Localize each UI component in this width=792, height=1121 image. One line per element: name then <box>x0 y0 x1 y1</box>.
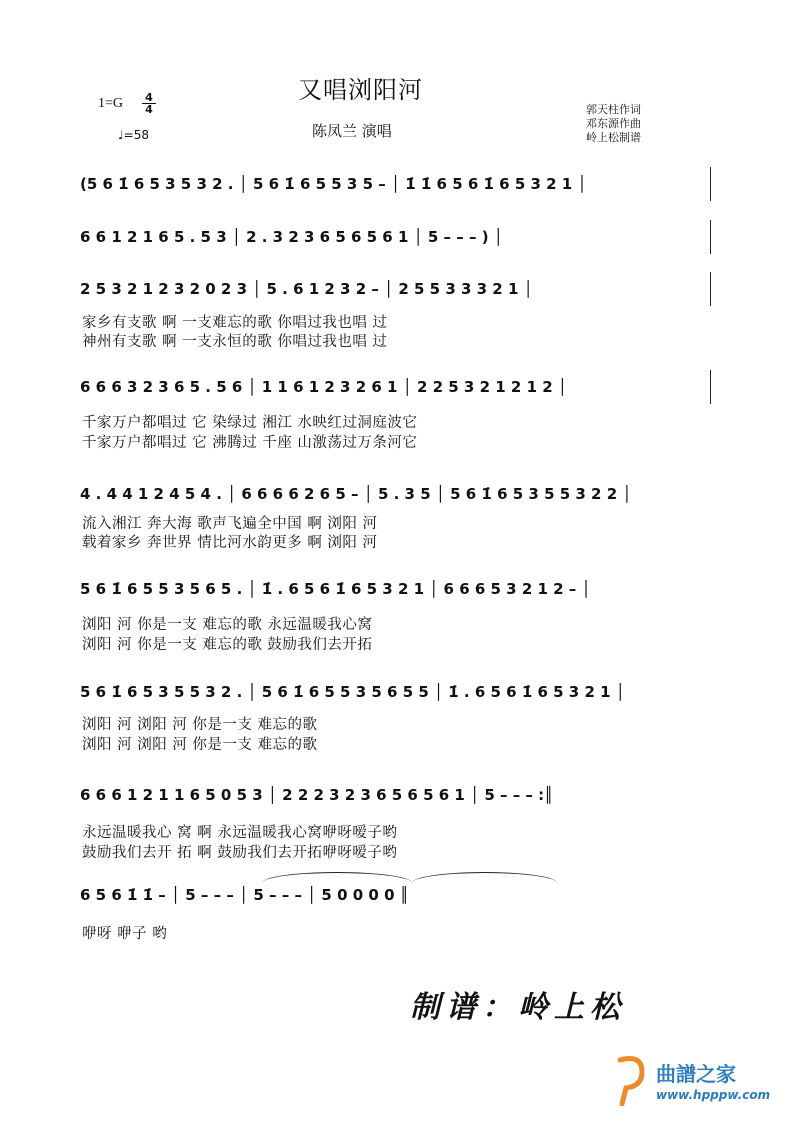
barline <box>710 272 711 306</box>
time-signature-bottom: 4 <box>145 103 153 116</box>
notation-line: 5 6 1̇ 6 5 3 5 5 3 2 . │ 5 6 1̇ 6 5 5 3 5 6 5 5 │ 1̇ . 6 5 6 1̇ 6 5 3 2 1 │ <box>80 683 625 701</box>
lyric-verse-1: 流入湘江 奔大海 歌声飞遍全中国 啊 浏阳 河 <box>82 516 378 532</box>
transcriber: 岭上松制谱 <box>586 131 641 144</box>
credits <box>586 103 641 145</box>
singer: 陈凤兰 演唱 <box>312 122 392 140</box>
notation-line: 5 6 1̇ 6 5 5 3 5 6 5 . │ 1̇ . 6 5 6 1̇ 6 5 3 2 1 │ 6 6 6 5 3 2 1 2 – │ <box>80 580 591 598</box>
logo-name: 曲譜之家 <box>656 1062 736 1086</box>
notation-line: 2 5 3 2 1 2 3 2 0 2 3 │ 5 . 6 1 2 3 2 – │ 2 5 5 3 3 3 2 1 │ <box>80 280 533 298</box>
notation-line: 4 . 4 4 1 2 4 5 4 . │ 6 6 6 6 2 6 5 – │ 5 . 3 5 │ 5 6 1̇ 6 5 3 5 5 3 2 2 │ <box>80 485 632 503</box>
lyric-verse-1: 千家万户都唱过 它 染绿过 湘江 水映红过洞庭波它 <box>82 415 418 431</box>
logo-url[interactable]: www.hpppw.com <box>656 1088 771 1102</box>
notation-line: 6 6 6 3 2 3 6 5 . 5 6 │ 1 1 6 1 2 3 2 6 1 │ 2 2 5 3 2 1 2 1 2 │ <box>80 378 567 396</box>
tempo-mark: ♩=58 <box>118 128 149 142</box>
lyricist: 郭天柱作词 <box>586 103 641 116</box>
lyric-verse-2: 载着家乡 奔世界 情比河水韵更多 啊 浏阳 河 <box>82 535 378 551</box>
lyric-verse-2: 浏阳 河 你是一支 难忘的歌 鼓励我们去开拓 <box>82 637 373 653</box>
lyric-verse-1: 浏阳 河 你是一支 难忘的歌 永远温暖我心窝 <box>82 617 373 633</box>
lyric-verse-2: 神州有支歌 啊 一支永恒的歌 你唱过我也唱 过 <box>82 334 388 350</box>
notation-line: 6 6 6 1 2 1 1 6 5 0 5 3 │ 2 2 2 3 2 3 6 5 6 5 6 1 │ 5 – – – :║ <box>80 786 554 804</box>
lyric-verse-2: 浏阳 河 浏阳 河 你是一支 难忘的歌 <box>82 737 318 753</box>
time-signature-top: 4 <box>145 91 153 104</box>
time-signature <box>142 92 156 115</box>
notation-line: 6 6 1 2 1 6 5 . 5 3 │ 2 . 3 2 3 6 5 6 5 6 1 │ 5 – – – ) │ <box>80 228 503 246</box>
tie <box>262 872 412 883</box>
barline <box>710 370 711 404</box>
key-signature: 1=G <box>98 96 124 111</box>
notation-line: (5 6 1̇ 6 5 3 5 3 2 . │ 5 6 1̇ 6 5 5 3 5 – │ 1̇ 1̇ 6 5 6 1̇ 6 5 3 2 1 │ <box>80 175 587 193</box>
barline <box>710 220 711 254</box>
logo-icon <box>612 1050 648 1106</box>
tie <box>412 872 557 883</box>
barline <box>710 167 711 201</box>
site-logo[interactable] <box>612 1050 782 1110</box>
lyric-verse-1: 浏阳 河 浏阳 河 你是一支 难忘的歌 <box>82 717 318 733</box>
lyric-verse-2: 千家万户都唱过 它 沸腾过 千座 山激荡过万条河它 <box>82 435 418 451</box>
lyric-verse-1: 家乡有支歌 啊 一支难忘的歌 你唱过我也唱 过 <box>82 315 388 331</box>
lyric-verse-2: 鼓励我们去开 拓 啊 鼓励我们去开拓咿呀嗳子哟 <box>82 845 398 861</box>
signature: 制谱：岭上松 <box>410 990 626 1025</box>
lyric-verse-1: 咿呀 咿子 哟 <box>82 926 168 942</box>
notation-line: 6 5 6 1̇ 1̇ – │ 5 – – – │ 5 – – – │ 5 0 0 0 0 ║ <box>80 886 409 904</box>
lyric-verse-1: 永远温暖我心 窝 啊 永远温暖我心窝咿呀嗳子哟 <box>82 825 398 841</box>
song-title: 又唱浏阳河 <box>298 76 423 104</box>
composer: 邓东源作曲 <box>586 117 641 130</box>
